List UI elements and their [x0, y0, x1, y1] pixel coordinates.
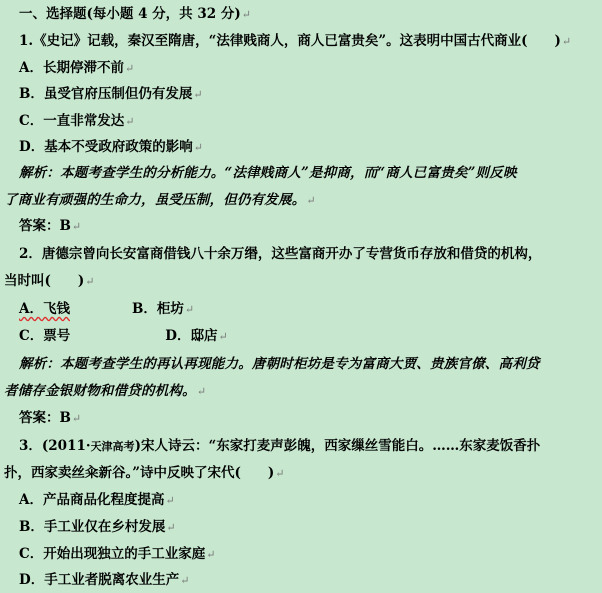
q3-option-a: A．产品商品化程度提高↵: [19, 492, 175, 508]
q2-options-row2: C．票号 D．邸店↵: [19, 328, 228, 344]
q2-stem-line1: 2．唐德宗曾向长安富商借钱八十余万缗，这些富商开办了专营货币存放和借贷的机构，: [19, 246, 542, 262]
q3-option-b: B．手工业仅在乡村发展↵: [19, 519, 176, 535]
q1-option-a: A．长期停滞不前↵: [19, 60, 135, 76]
q3-stem-line2: 扑，西家卖丝籴新谷。”诗中反映了宋代( )↵: [4, 465, 285, 481]
q3-stem-line1: 3．(2011·天津高考)宋人诗云：“东家打麦声彭魄，西家缫丝雪能白。……东家麦饭香扑: [19, 438, 541, 454]
q2-analysis-line1: 解析：本题考查学生的再认再现能力。唐朝时柜坊是专为富商大贾、贵族官僚、高利贷: [19, 356, 540, 372]
q3-option-c: C．开始出现独立的手工业家庭↵: [19, 546, 216, 562]
q1-option-b: B．虽受官府压制但仍有发展↵: [19, 86, 203, 102]
q1-answer: 答案：B↵: [19, 218, 82, 234]
q2-answer: 答案：B↵: [19, 410, 82, 426]
q2-analysis-line2: 者储存金银财物和借贷的机构。↵: [4, 383, 207, 399]
q2-option-c: C．票号: [19, 328, 71, 344]
q1-option-d: D．基本不受政府政策的影响↵: [19, 139, 203, 155]
q1-analysis-line1: 解析：本题考查学生的分析能力。“法律贱商人”是抑商，而“商人已富贵矣”则反映: [19, 165, 517, 181]
q1-analysis-line2: 了商业有顽强的生命力，虽受压制，但仍有发展。↵: [4, 192, 316, 208]
q2-options-row1: A．飞钱 B．柜坊↵: [19, 301, 195, 317]
q1-option-c: C．一直非常发达↵: [19, 113, 135, 129]
q2-stem-line2: 当时叫( )↵: [4, 273, 95, 289]
q2-option-a: A．飞钱: [19, 301, 70, 317]
q2-option-d: D．邸店: [165, 328, 218, 344]
q3-source: 天津高考: [90, 440, 135, 453]
q2-option-b: B．柜坊: [131, 301, 184, 317]
section-title: 一、选择题(每小题 4 分，共 32 分)↵: [19, 6, 251, 22]
q3-option-d: D．手工业者脱离农业生产↵: [19, 572, 190, 588]
q1-stem: 1.《史记》记载，秦汉至隋唐，“法律贱商人，商人已富贵矣”。这表明中国古代商业( )↵: [19, 33, 572, 49]
